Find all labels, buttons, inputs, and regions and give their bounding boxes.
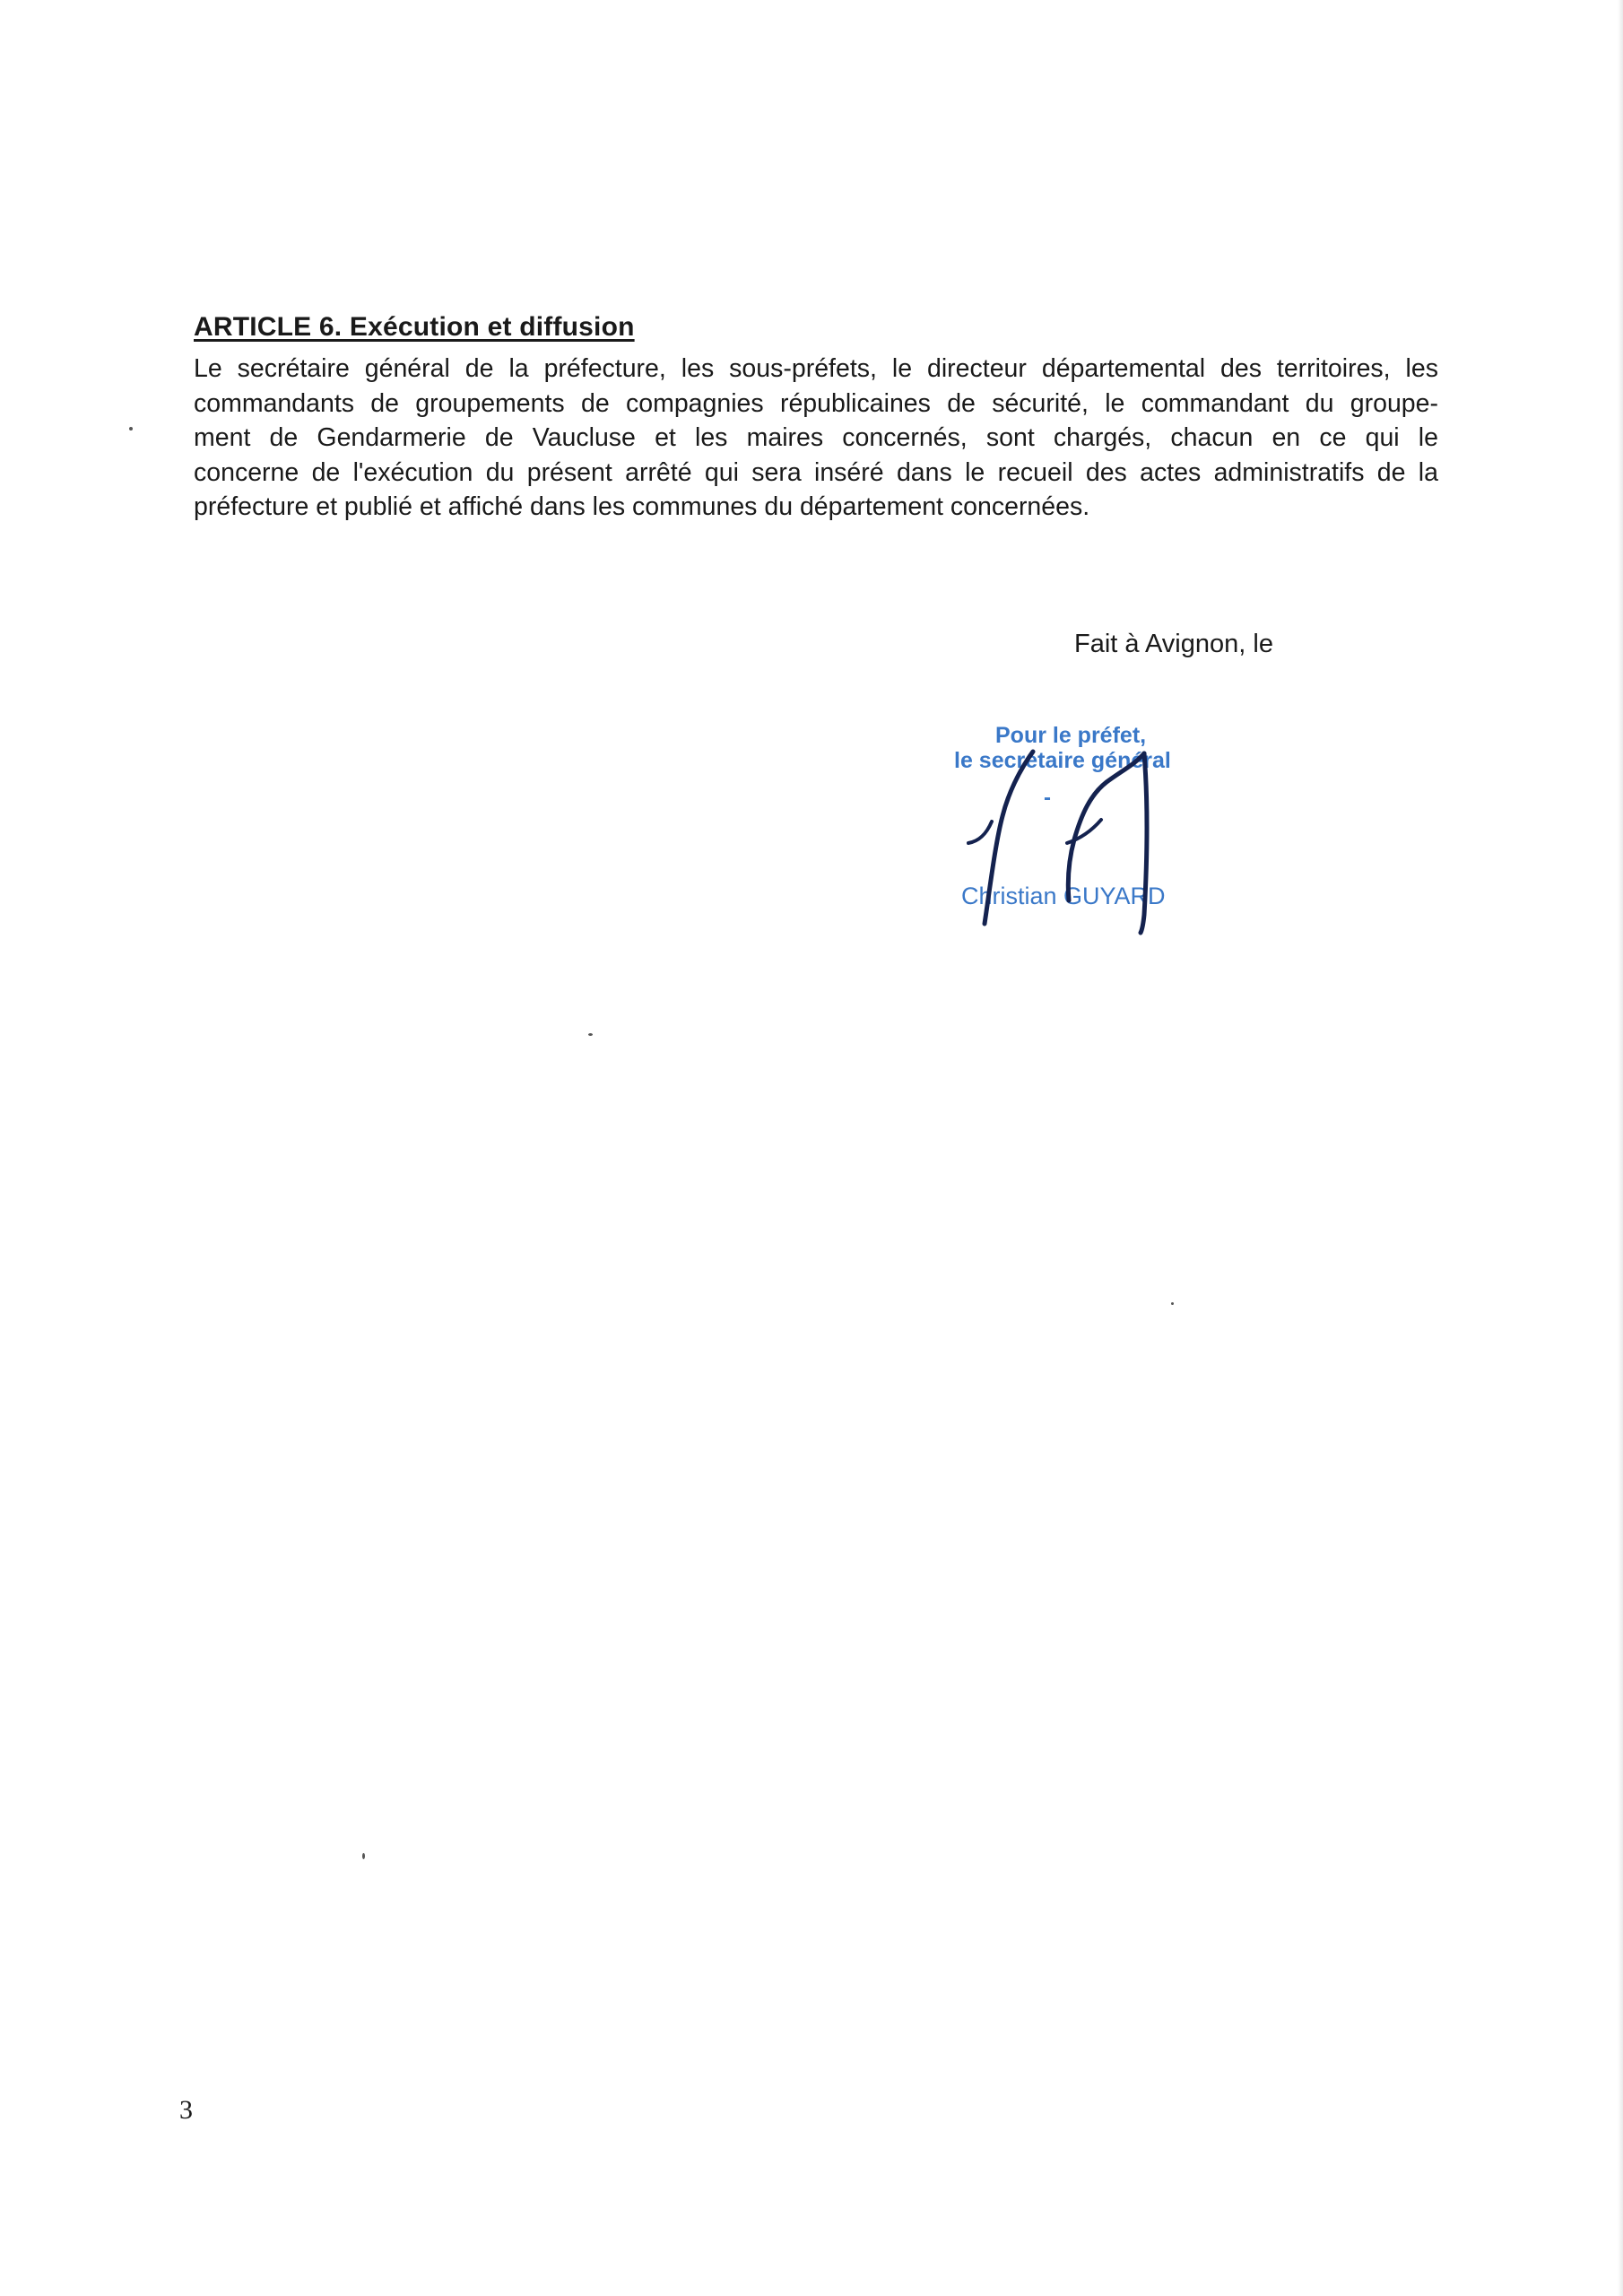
article-heading: ARTICLE 6. Exécution et diffusion xyxy=(194,312,635,342)
scan-edge-shadow xyxy=(1618,0,1623,2296)
scan-speck xyxy=(588,1033,593,1036)
place-date: Fait à Avignon, le xyxy=(1074,630,1273,658)
handwritten-signature xyxy=(933,709,1202,942)
article-body-line: ment de Gendarmerie de Vaucluse et les maires concernés, sont chargés, chacun en ce qui le xyxy=(194,423,1438,452)
scan-speck xyxy=(1171,1302,1174,1305)
stamp-dash: - xyxy=(1044,786,1051,810)
stamp-line-secretaire: le secrétaire général xyxy=(954,748,1171,773)
article-body-line: Le secrétaire général de la préfecture, les sous-préfets, le directeur départemental des territoires, les xyxy=(194,354,1438,383)
signature-stamp xyxy=(933,709,1202,942)
scan-speck xyxy=(362,1853,365,1859)
page-number: 3 xyxy=(179,2095,193,2125)
article-body-line: commandants de groupements de compagnies républicaines de sécurité, le commandant du groupe- xyxy=(194,388,1438,418)
scan-speck xyxy=(129,427,133,430)
article-body-line: préfecture et publié et affiché dans les communes du département concernées. xyxy=(194,492,1090,521)
article-body xyxy=(194,352,1438,525)
stamp-line-prefet: Pour le préfet, xyxy=(995,723,1147,748)
article-6 xyxy=(194,312,1438,525)
stamp-name: Christian GUYARD xyxy=(961,883,1166,909)
article-body-line: concerne de l'exécution du présent arrêté qui sera inséré dans le recueil des actes administratifs de la xyxy=(194,457,1438,487)
